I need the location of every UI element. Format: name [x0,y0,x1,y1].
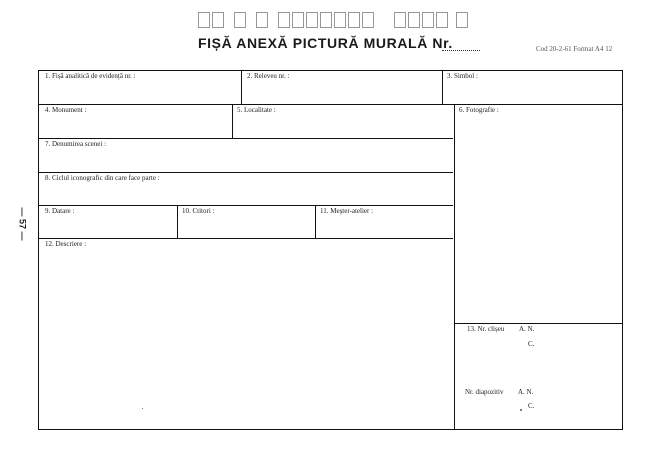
page-number [16,205,32,245]
row-divider [38,205,453,206]
code-box [394,12,406,28]
code-box [256,12,268,28]
column-divider [315,205,316,238]
field-denumirea-scenei[interactable]: 7. Denumirea scenei : [45,140,107,148]
diapozitiv-an-label: A. N. [518,388,534,396]
column-divider [454,104,455,430]
diapozitiv-c-label: C. [528,402,535,410]
code-box [422,12,434,28]
scan-speck [520,409,522,411]
code-box [362,12,374,28]
field-fotografie[interactable]: 6. Fotografie : [459,106,499,114]
field-localitate[interactable]: 5. Localitate : [237,106,276,114]
field-nr-diapozitiv[interactable]: Nr. diapozitiv [465,388,504,396]
code-box [306,12,318,28]
field-releveu[interactable]: 2. Releveu nr. : [247,72,290,80]
cliseu-c-label: C. [528,340,535,348]
code-box [198,12,210,28]
form-code: Cod 20-2-61 Format A4 12 [536,45,613,53]
cliseu-an-label: A. N. [519,325,535,333]
form-title: FIȘĂ ANEXĂ PICTURĂ MURALĂ Nr. [198,35,453,51]
field-descriere[interactable]: 12. Descriere : [45,240,87,248]
row-divider [38,172,453,173]
form-frame [38,70,623,430]
field-mester-atelier[interactable]: 11. Meșter-atelier : [320,207,374,215]
number-fill-line[interactable] [442,50,480,51]
code-box [436,12,448,28]
field-datare[interactable]: 9. Datare : [45,207,75,215]
row-divider [38,104,622,105]
field-fisa-analitica[interactable]: 1. Fișă analitică de evidență nr. : [45,72,136,80]
row-divider [38,238,453,239]
page-number-text: — 57 — [17,207,28,241]
column-divider [442,70,443,104]
code-box [292,12,304,28]
row-divider [454,323,622,324]
code-box [456,12,468,28]
field-nr-cliseu[interactable]: 13. Nr. clișeu [467,325,505,333]
column-divider [241,70,242,104]
field-ciclul-iconografic[interactable]: 8. Ciclul iconografic din care face parte : [45,174,160,182]
field-simbol[interactable]: 3. Simbol : [447,72,478,80]
row-divider [38,138,453,139]
scan-speck [142,408,143,409]
code-box [212,12,224,28]
code-box [408,12,420,28]
column-divider [177,205,178,238]
column-divider [232,104,233,138]
code-box [278,12,290,28]
field-ctitori[interactable]: 10. Ctitori : [182,207,215,215]
code-box [348,12,360,28]
code-box [334,12,346,28]
code-box [320,12,332,28]
field-monument[interactable]: 4. Monument : [45,106,87,114]
code-box [234,12,246,28]
